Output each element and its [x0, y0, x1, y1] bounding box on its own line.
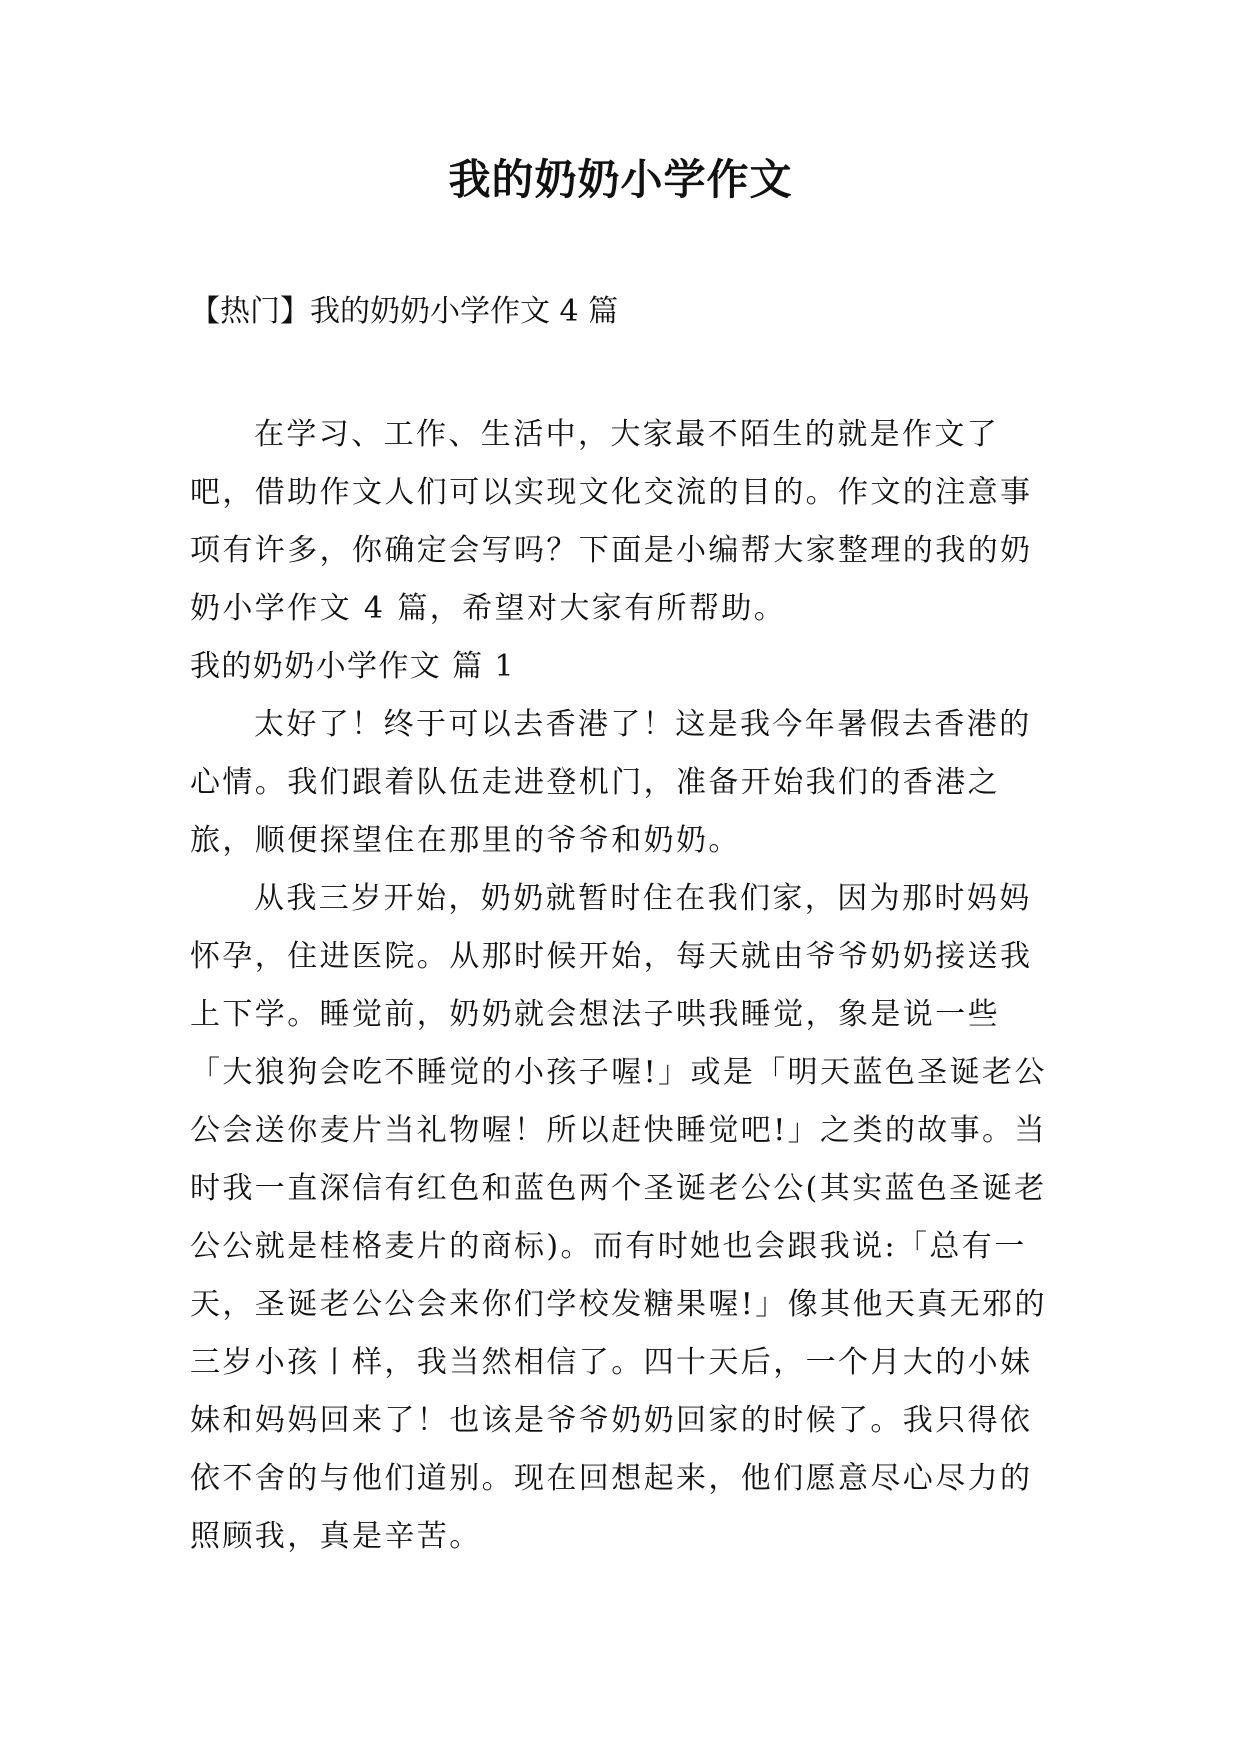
document-subtitle: 【热门】我的奶奶小学作文 4 篇: [190, 294, 619, 329]
body-paragraph: 太好了！终于可以去香港了！这是我今年暑假去香港的心情。我们跟着队伍走进登机门，准备开始我们的香港之旅，顺便探望住在那里的爷爷和奶奶。: [190, 707, 1032, 858]
body-paragraph: 从我三岁开始，奶奶就暂时住在我们家，因为那时妈妈怀孕，住进医院。从那时候开始，每天就由爷爷奶奶接送我上下学。睡觉前，奶奶就会想法子哄我睡觉，象是说一些「大狼狗会吃不睡觉的小孩子喔!」或是「明天蓝色圣诞老公公会送你麦片当礼物喔！所以赶快睡觉吧!」之类的故事。当时我一直深信有红色和蓝色两个圣诞老公公(其实蓝色圣诞老公公就是桂格麦片的商标)。而有时她也会跟我说:「总有一天，圣诞老公公会来你们学校发糖果喔!」像其他天真无邪的三岁小孩丨样，我当然相信了。四十天后，一个月大的小妹妹和妈妈回来了！也该是爷爷奶奶回家的时候了。我只得依依不舍的与他们道别。现在回想起来，他们愿意尽心尽力的照顾我，真是辛苦。: [190, 881, 1047, 1554]
chapter-heading: 我的奶奶小学作文 篇 1: [190, 649, 515, 684]
intro-paragraph: 在学习、工作、生活中，大家最不陌生的就是作文了吧，借助作文人们可以实现文化交流的目的。作文的注意事项有许多，你确定会写吗？下面是小编帮大家整理的我的奶奶小学作文 4 篇，希望对大家有所帮助。: [190, 417, 1033, 626]
document-title: 我的奶奶小学作文: [448, 155, 793, 204]
document-body: [190, 406, 1050, 1566]
